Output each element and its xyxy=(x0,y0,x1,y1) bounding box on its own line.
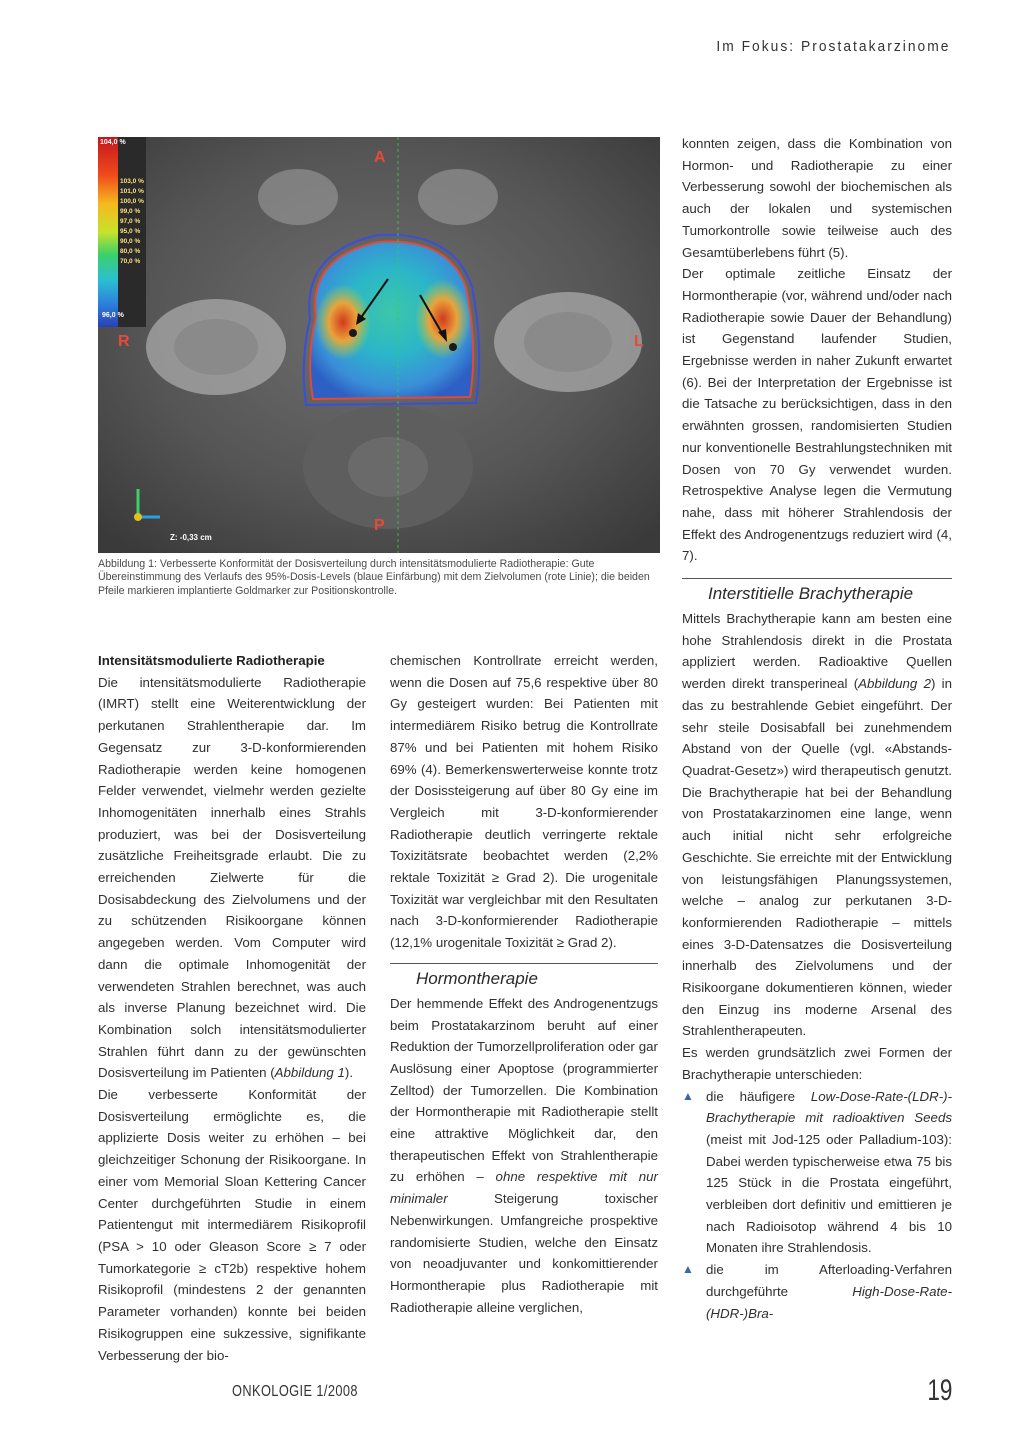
figure-caption: Abbildung 1: Verbesserte Konformität der Dosisverteilung durch intensitätsmodulierte Radiotherapie: Gute Übereinstimmung des Verlaufs des 95%-Dosis-Levels (blaue Einfärbung) mit dem Zielvolumen (rote Linie); die beiden Pfeile markieren implantierte Goldmarker zur Positionskontrolle. xyxy=(98,558,650,597)
scale-label: 80,0 % xyxy=(120,248,141,255)
journal-footer: ONKOLOGIE 1/2008 xyxy=(232,1383,358,1400)
scale-label: 90,0 % xyxy=(120,238,141,245)
running-header: Im Fokus: Prostatakarzinome xyxy=(715,38,950,55)
paragraph-text: Mittels Brachytherapie kann am besten eine hohe Strahlendosis direkt in die Prostata appliziert werden. Radioaktive Quellen werden direkt transperineal ( xyxy=(682,611,952,692)
paragraph: Die verbesserte Konformität der Dosisverteilung ermöglichte es, die applizierte Dosis weiter zu erhöhen – bei gleichzeitiger Schonung der Risikoorgane. In einer vom Memorial Sloan Kettering Cancer Center durchgeführten Studie in einem Patientengut mit intermediärem Risikoprofil (PSA > 10 oder Gleason Score ≥ 7 oder Tumorkategorie ≥ cT2b) respektive hohem Risikoprofil (mindestens 2 der genannten Parameter vorhanden) konnte bei beiden Risikogruppen eine sukzessive, signifikante Verbesserung der bio- xyxy=(98,1087,366,1363)
scale-label: 97,0 % xyxy=(120,218,141,225)
scale-labels xyxy=(120,177,150,267)
section-heading-brachytherapie: Interstitielle Brachytherapie xyxy=(682,578,952,605)
paragraph xyxy=(390,993,658,1319)
paragraph-text: die häufigere xyxy=(706,1088,811,1104)
emphasis-text: ohne respektive mit nur minimaler xyxy=(390,1169,658,1207)
paragraph-text: ). xyxy=(344,1065,354,1081)
list-item-text xyxy=(706,1086,952,1260)
depth-label: Z: -0,33 cm xyxy=(170,533,212,542)
paragraph: Der optimale zeitliche Einsatz der Hormontherapie (vor, während und/oder nach Radiotherapie sowie Dauer der Behandlung) ist Gegenstand laufender Studien, Ergebnisse werden in naher Zukunft erwartet (6). Bei der Interpretation der Ergebnisse ist die Tatsache zu berücksichtigen, dass in den erwähnten grossen, randomisierten Studien nur konventionelle Bestrahlungstechniken mit Dosen von 70 Gy verwendet wurden. Retrospektive Analyse legen die Vermutung nahe, dass mit höherer Strahlendosis der Effekt des Androgenentzugs reduziert wird (4, 7). xyxy=(682,266,952,564)
paragraph-text: ) in das zu bestrahlende Gebiet eingeführt. Der sehr steile Dosisabfall bei zunehmendem Abstand von der Quelle (vgl. «Abstands-Quadrat-Gesetz») wird therapeutisch genutzt. Die Brachytherapie hat bei der Behandlung von Prostatakarzinomen eine lange, wenn auch initial nicht sehr erfolgreiche Geschichte. Sie erreichte mit der Entwicklung von leistungsfähigen Planungssystemen, welche – analog zur perkutanen 3-D-konformierenden Radiotherapie – mittels eines 3-D-Datensatzes die Dosisverteilung innerhalb des Zielvolumens und der Risikoorgane dokumentieren können, wieder den Einzug ins moderne Arsenal des Strahlentherapeuten. xyxy=(682,676,952,1039)
paragraph xyxy=(682,608,952,1042)
scale-label: 70,0 % xyxy=(120,258,141,265)
column-1 xyxy=(98,650,366,1366)
paragraph-text: Steigerung toxischer Nebenwirkungen. Umfangreiche prospektive randomisierte Studien, welche den Einsatz von neoadjuvanter und konkomittierender Hormontherapie plus Radiotherapie mit Radiotherapie alleine verglichen, xyxy=(390,1191,658,1315)
scale-label: 99,0 % xyxy=(120,208,141,215)
figure-reference: Abbildung 1 xyxy=(274,1065,345,1081)
orientation-l: L xyxy=(634,333,644,350)
page-number: 19 xyxy=(926,1374,952,1407)
emphasis-text: High-Dose-Rate-(HDR-)Bra- xyxy=(706,1283,952,1321)
ct-scan-image xyxy=(98,137,660,553)
triangle-bullet-icon: ▲ xyxy=(682,1088,694,1103)
scale-top-label: 104,0 % xyxy=(100,139,126,146)
section-heading-hormontherapie: Hormontherapie xyxy=(390,963,658,990)
paragraph-text: die im Afterloading-Verfahren durchgeführte xyxy=(706,1262,952,1299)
paragraph: konnten zeigen, dass die Kombination von Hormon- und Radiotherapie zu einer Verbesserung sowohl der biochemischen als auch der lokalen und systemischen Tumorkontrolle sowie teilweise auch des Gesamtüberlebens führt (5). xyxy=(682,136,952,260)
column-2 xyxy=(390,650,658,1318)
section-heading-imrt: Intensitätsmodulierte Radiotherapie xyxy=(98,653,325,668)
list-item xyxy=(682,1259,952,1324)
paragraph xyxy=(98,672,366,1084)
paragraph-text: (meist mit Jod-125 oder Palladium-103): Dabei werden typischerweise etwa 75 bis 125 Stück in die Prostata eingeführt, verbleiben dort definitiv und emittieren je nach Radioisotop während 4 bis 10 Monaten ihre Strahlendosis. xyxy=(706,1131,952,1256)
scale-bottom-label: 96,0 % xyxy=(102,312,124,319)
triangle-bullet-icon: ▲ xyxy=(682,1262,694,1277)
list-item-text xyxy=(706,1259,952,1324)
emphasis-text: Low-Dose-Rate-(LDR-)-Brachytherapie mit radioaktiven Seeds xyxy=(706,1088,952,1126)
scale-label: 95,0 % xyxy=(120,228,141,235)
paragraph-text: Der hemmende Effekt des Androgenentzugs beim Prostatakarzinom beruht auf einer Reduktion der Tumorzellproliferation oder gar Auslösung einer Apoptose (programmierter Zelltod) der Tumorzellen. Die Kombination der Hormontherapie mit Radiotherapie stellt eine attraktive Möglichkeit dar, den therapeutischen Effekt von Strahlentherapie zu erhöhen – xyxy=(390,995,658,1185)
orientation-r: R xyxy=(118,333,130,350)
dose-distribution-figure xyxy=(98,137,660,553)
column-3 xyxy=(682,133,952,1324)
figure-reference: Abbildung 2 xyxy=(858,676,931,692)
paragraph: chemischen Kontrollrate erreicht werden, wenn die Dosen auf 75,6 respektive über 80 Gy gesteigert wurden: Bei Patienten mit intermediärem Risiko betrug die Kontrollrate 87% und bei Patienten mit hohem Risiko 69% (4). Bemerkenswerterweise konnte trotz der Dosissteigerung auf über 80 Gy eine im Vergleich mit 3-D-konformierender Radiotherapie deutlich verringerte rektale Toxizitätsrate beobachtet werden (2,2% rektale Toxizität ≥ Grad 2). Die urogenitale Toxizität war vergleichbar mit den Resultaten nach 3-D-konformierender Radiotherapie (12,1% urogenitale Toxizität ≥ Grad 2). xyxy=(390,653,658,951)
scale-label: 100,0 % xyxy=(120,198,144,205)
list-item xyxy=(682,1086,952,1260)
paragraph-text: Die intensitätsmodulierte Radiotherapie (IMRT) stellt eine Weiterentwicklung der perkutanen Strahlentherapie dar. Im Gegensatz zur 3-D-konformierenden Radiotherapie werden keine homogenen Felder verwendet, vielmehr werden gezielte Inhomogenitäten innerhalb eines Strahls produziert, was bei der Dosisverteilung zusätzliche Freiheitsgrade erlaubt. Die zu erreichenden Zielwerte für die Dosisabdeckung des Zielvolumens und der zu schützenden Risikoorgane können angegeben werden. Vom Computer wird dann die optimale Inhomogenität der verwendeten Strahlen berechnet, was auch als inverse Planung bezeichnet wird. Die Kombination solch intensitätsmodulierter Strahlen führt dann zu der gewünschten Dosisverteilung im Patienten ( xyxy=(98,674,366,1081)
orientation-a: A xyxy=(374,149,386,166)
orientation-p: P xyxy=(374,517,385,534)
scale-label: 103,0 % xyxy=(120,178,144,185)
paragraph: Es werden grundsätzlich zwei Formen der Brachytherapie unterschieden: xyxy=(682,1045,952,1082)
scale-label: 101,0 % xyxy=(120,188,144,195)
